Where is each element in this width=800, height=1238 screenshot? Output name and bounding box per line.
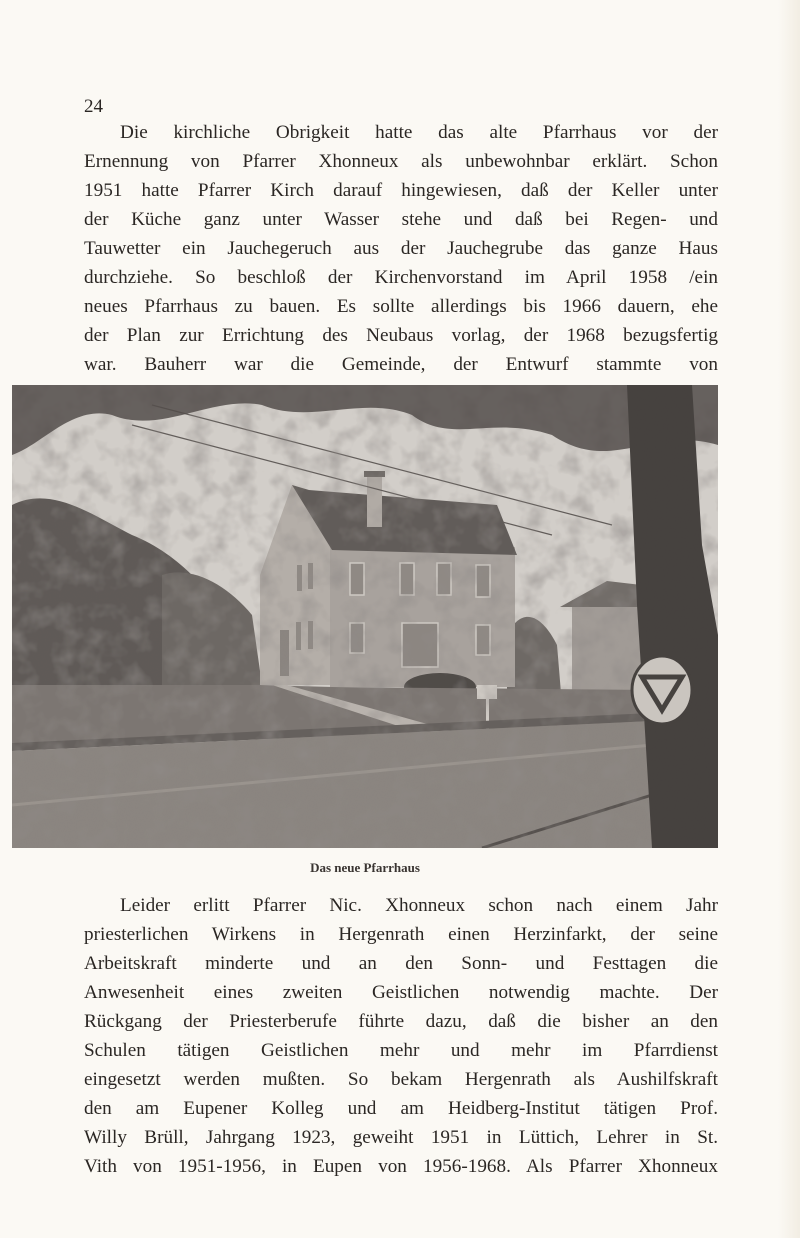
figure-caption: Das neue Pfarrhaus	[310, 860, 420, 875]
text-line: Rückgang der Priesterberufe führte dazu, daß die bisher an den	[84, 1011, 718, 1032]
text-line: Schulen tätigen Geistlichen mehr und mehr im Pfarrdienst	[84, 1040, 718, 1061]
text-line: Vith von 1951-1956, in Eupen von 1956-1968. Als Pfarrer Xhonneux	[84, 1156, 718, 1177]
text-line: neues Pfarrhaus zu bauen. Es sollte allerdings bis 1966 dauern, ehe	[84, 296, 718, 317]
paragraph-assistant-priest	[84, 891, 718, 1181]
text-line: durchziehe. So beschloß der Kirchenvorstand im April 1958 /ein	[84, 267, 718, 288]
text-line: Willy Brüll, Jahrgang 1923, geweiht 1951 in Lüttich, Lehrer in St.	[84, 1127, 718, 1148]
text-line: Arbeitskraft minderte und an den Sonn- und Festtagen die	[84, 953, 718, 974]
house-photo-illustration	[12, 385, 718, 848]
paragraph-new-rectory	[84, 118, 718, 408]
text-line: der Plan zur Errichtung des Neubaus vorlag, der 1968 bezugsfertig	[84, 325, 718, 346]
text-line: Leider erlitt Pfarrer Nic. Xhonneux schon nach einem Jahr	[120, 895, 718, 916]
text-line: eingesetzt werden mußten. So bekam Hergenrath als Aushilfskraft	[84, 1069, 718, 1090]
text-line: priesterlichen Wirkens in Hergenrath einen Herzinfarkt, der seine	[84, 924, 718, 945]
text-line: den am Eupener Kolleg und am Heidberg-Institut tätigen Prof.	[84, 1098, 718, 1119]
text-line: Anwesenheit eines zweiten Geistlichen notwendig machte. Der	[84, 982, 718, 1003]
text-line: Ernennung von Pfarrer Xhonneux als unbewohnbar erklärt. Schon	[84, 151, 718, 172]
text-line: Die kirchliche Obrigkeit hatte das alte Pfarrhaus vor der	[120, 122, 718, 143]
text-line: 1951 hatte Pfarrer Kirch darauf hingewiesen, daß der Keller unter	[84, 180, 718, 201]
page-number: 24	[84, 96, 103, 117]
page-edge-shadow	[778, 0, 800, 1238]
text-line: Tauwetter ein Jauchegeruch aus der Jauchegrube das ganze Haus	[84, 238, 718, 259]
text-line: der Küche ganz unter Wasser stehe und daß bei Regen- und	[84, 209, 718, 230]
text-line: war. Bauherr war die Gemeinde, der Entwurf stammte von	[84, 354, 718, 375]
photo-new-rectory	[12, 385, 718, 848]
